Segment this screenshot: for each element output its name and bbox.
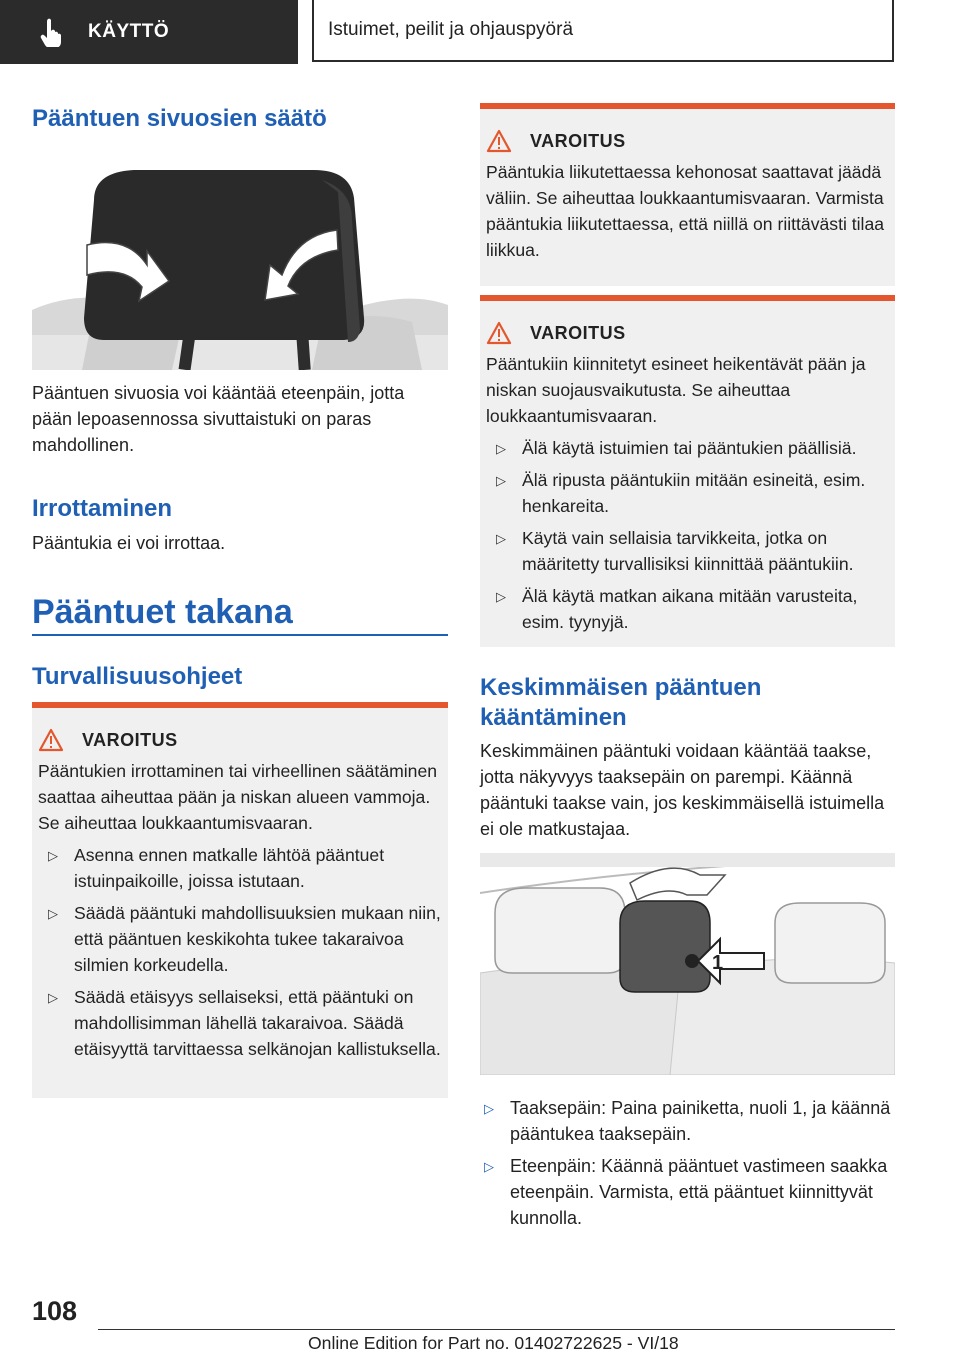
heading-removal: Irrottaminen: [32, 495, 173, 522]
warning-text: Pääntukia liikutettaessa kehonosat saattavat jäädä väliin. Se aiheuttaa loukkaantumisvaaran. Varmista pääntukia liikutettaessa, että niillä on riittävästi tilaa liikkua.: [486, 162, 885, 260]
warning-triangle-icon: [38, 728, 64, 752]
warning-text: Pääntukiin kiinnitetyt esineet heikentävät pään ja niskan suojausvaikutusta. Se aiheuttaa loukkaantumisvaaran.: [486, 354, 866, 426]
warning-list: [480, 435, 895, 635]
list-item: ▷ Älä ripusta pääntukiin mitään esineitä, esim. henkareita.: [496, 470, 866, 516]
warning-header: [486, 129, 895, 153]
footer-rule: [98, 1329, 895, 1330]
list-item: ▷ Taaksepäin: Paina painiketta, nuoli 1, ja käännä pääntukea taaksepäin.: [484, 1098, 891, 1144]
section-label: KÄYTTÖ: [88, 21, 170, 42]
warning-header: [38, 728, 448, 752]
bullet-triangle-icon: ▷: [496, 589, 506, 604]
chapter-header: [312, 0, 894, 62]
center-fold-paragraph: Keskimmäinen pääntuki voidaan kääntää taakse, jotta näkyvyys taaksepäin on parempi. Käännä pääntuki taakse vain, jos keskimmäisellä istuimella ei ole matkustajaa.: [480, 741, 885, 839]
warning-box-right-2: [480, 295, 895, 647]
chapter-title: Istuimet, peilit ja ohjauspyörä: [328, 19, 574, 40]
side-adjust-paragraph: Pääntuen sivuosia voi kääntää eteenpäin, jotta pään lepoasennossa sivuttaistuki on paras mahdollinen.: [32, 383, 405, 455]
warning-triangle-icon: [486, 129, 512, 153]
list-item: ▷ Älä käytä istuimien tai pääntukien päällisiä.: [480, 435, 895, 461]
heading-side-adjust: Pääntuen sivuosien säätö: [32, 105, 327, 132]
warning-box-right-1: [480, 103, 895, 286]
bullet-triangle-icon: ▷: [496, 473, 506, 488]
warning-title: VAROITUS: [530, 130, 626, 151]
bullet-triangle-icon: ▷: [48, 906, 58, 921]
warning-triangle-icon: [486, 321, 512, 345]
warning-text: Pääntukien irrottaminen tai virheellinen säätäminen saattaa aiheuttaa pään ja niskan alueen vammoja. Se aiheuttaa loukkaantumisvaaran.: [38, 761, 438, 833]
warning-header: [486, 321, 895, 345]
warning-title: VAROITUS: [530, 322, 626, 343]
title-rule: [32, 634, 448, 636]
bullet-triangle-icon: ▷: [496, 441, 506, 456]
removal-paragraph: Pääntukia ei voi irrottaa.: [32, 533, 226, 553]
bullet-triangle-icon: ▷: [496, 531, 506, 546]
list-item: ▷ Käytä vain sellaisia tarvikkeita, jotka on määritetty turvallisiksi kiinnittää pääntukiin.: [496, 528, 854, 574]
list-item: ▷ Asenna ennen matkalle lähtöä pääntuet istuinpaikoille, joissa istutaan.: [48, 845, 385, 891]
warning-list: [32, 842, 448, 1062]
heading-safety: Turvallisuusohjeet: [32, 663, 243, 690]
bullet-triangle-icon: ▷: [484, 1101, 494, 1116]
center-headrest-illustration: [480, 853, 895, 1075]
main-title-rear-headrests: Pääntuet takana: [32, 593, 293, 631]
headrest-side-illustration: [32, 160, 448, 370]
list-item: ▷ Älä käytä matkan aikana mitään varusteita, esim. tyynyjä.: [496, 586, 858, 632]
bullet-triangle-icon: ▷: [484, 1159, 494, 1174]
hand-touch-icon: [40, 17, 66, 47]
bullet-triangle-icon: ▷: [48, 990, 58, 1005]
section-tab: [0, 0, 298, 64]
edition-text: Online Edition for Part no. 01402722625 - VI/18: [308, 1333, 679, 1353]
list-item: ▷ Säädä etäisyys sellaiseksi, että pääntuki on mahdollisimman lähellä takaraivoa. Säädä etäisyyttä tarvittaessa selkänojan kallistuksella.: [48, 987, 441, 1059]
steps-list: [468, 1095, 895, 1237]
heading-center-fold: Keskimmäisen pääntuen kääntäminen: [480, 674, 762, 731]
warning-box-left: [32, 702, 448, 1098]
list-item: ▷ Eteenpäin: Käännä pääntuet vastimeen saakka eteenpäin. Varmista, että pääntuet kiinnittyvät kunnolla.: [484, 1156, 888, 1228]
list-item: ▷ Säädä pääntuki mahdollisuuksien mukaan niin, että pääntuen keskikohta tukee takaraivoa silmien korkeudella.: [48, 903, 441, 975]
page-number: 108: [32, 1296, 78, 1326]
warning-title: VAROITUS: [82, 729, 178, 750]
bullet-triangle-icon: ▷: [48, 848, 58, 863]
callout-number: 1: [712, 952, 724, 974]
